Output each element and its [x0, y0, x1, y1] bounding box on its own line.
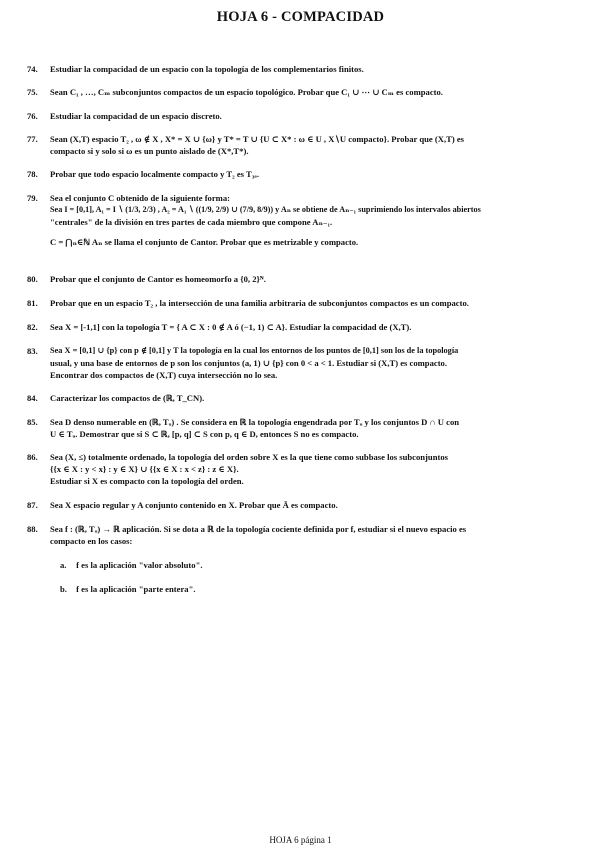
- exercise-number: 82.: [27, 322, 38, 332]
- exercise-number: 85.: [27, 417, 38, 427]
- page-footer: HOJA 6 página 1: [269, 835, 332, 845]
- subitem-text: f es la aplicación "valor absoluto".: [76, 560, 203, 570]
- exercise-number: 81.: [27, 298, 38, 308]
- exercise-text: Sea f : (ℝ, Tᵤ) → ℝ aplicación. Si se dota a ℝ de la topología cociente definida por f, estudiar si el nuevo espacio es: [50, 524, 467, 534]
- exercise-text: Encontrar dos compactos de (X,T) cuya intersección no lo sea.: [50, 370, 278, 381]
- exercise-text: Sea D denso numerable en (ℝ, Tᵤ) . Se considera en ℝ la topología engendrada por Tᵤ y los conjuntos D ∩ U con: [50, 417, 460, 427]
- exercise-number: 80.: [27, 274, 38, 284]
- exercise-text: Sea el conjunto C obtenido de la siguiente forma:: [50, 193, 230, 203]
- exercise-text: usual, y una base de entornos de p son los conjuntos (a, 1) ∪ {p} con 0 < a < 1. Estudiar si (X,T) es compacto.: [50, 358, 448, 369]
- exercise-text: "centrales" de la división en tres partes de cada miembro que compone Aₙ₋₁.: [50, 217, 333, 228]
- exercise-number: 84.: [27, 393, 38, 403]
- exercise-text: Sean (X,T) espacio T₂ , ω ∉ X , X* = X ∪ {ω} y T* = T ∪ {U ⊂ X* : ω ∈ U , X∖U compacto}. Probar que (X,T) es: [50, 134, 464, 144]
- exercise-text: Sea X = [-1,1] con la topología T = { A ⊂ X : 0 ∉ A ó (−1, 1) ⊂ A}. Estudiar la compacidad de (X,T).: [50, 322, 412, 332]
- exercise-text: Caracterizar los compactos de (ℝ, T_CN).: [50, 393, 205, 403]
- exercise-number: 86.: [27, 452, 38, 462]
- exercise-number: 74.: [27, 64, 38, 74]
- exercise-text: Probar que todo espacio localmente compacto y T₂ es T₃ₐ.: [50, 169, 259, 179]
- exercise-number: 75.: [27, 87, 38, 97]
- subitem-text: f es la aplicación "parte entera".: [76, 584, 196, 594]
- exercise-text: C = ⋂ₙ∈ℕ Aₙ se llama el conjunto de Cantor. Probar que es metrizable y compacto.: [50, 236, 359, 247]
- subitem-label: a.: [60, 560, 67, 570]
- exercise-text: Probar que el conjunto de Cantor es homeomorfo a {0, 2}ᴺ.: [50, 274, 266, 284]
- subitem-label: b.: [60, 584, 67, 594]
- exercise-text: {{x ∈ X : y < x} : y ∈ X} ∪ {{x ∈ X : x < z} : z ∈ X}.: [50, 464, 239, 475]
- page-title: HOJA 6 - COMPACIDAD: [216, 9, 385, 25]
- exercise-text: compacto en los casos:: [50, 536, 133, 547]
- exercise-text: Sea (X, ≤) totalmente ordenado, la topología del orden sobre X es la que tiene como subbase los subconjuntos: [50, 452, 448, 462]
- exercise-number: 83.: [27, 346, 38, 356]
- subitem-a: [60, 560, 203, 570]
- exercise-text: Estudiar la compacidad de un espacio con la topología de los complementarios finitos.: [50, 64, 364, 74]
- exercise-text: compacto si y solo si ω es un punto aislado de (X*,T*).: [50, 146, 249, 157]
- exercise-text: Estudiar si X es compacto con la topología del orden.: [50, 476, 244, 487]
- exercise-text: Sea I = [0,1], A₁ = I ∖ (1/3, 2/3) , A₂ = A₁ ∖ ((1/9, 2/9) ∪ (7/9, 8/9)) y Aₙ se obtiene de Aₙ₋₁ suprimiendo los intervalos abiertos: [50, 205, 481, 215]
- exercise-number: 76.: [27, 111, 38, 121]
- exercise-text: Probar que en un espacio T₂ , la intersección de una familia arbitraria de subconjuntos compactos es un compacto.: [50, 298, 469, 308]
- exercise-text: Sean C₁ , …, Cₘ subconjuntos compactos de un espacio topológico. Probar que C₁ ∪ ⋯ ∪ Cₘ es compacto.: [50, 87, 443, 97]
- exercise-number: 87.: [27, 500, 38, 510]
- exercise-number: 77.: [27, 134, 38, 144]
- exercise-number: 88.: [27, 524, 38, 534]
- exercise-number: 79.: [27, 193, 38, 203]
- exercise-number: 78.: [27, 169, 38, 179]
- subitem-b: [60, 584, 195, 594]
- exercise-text: U ∈ Tᵤ. Demostrar que si S ⊂ ℝ, [p, q] ⊂ S con p, q ∈ D, entonces S no es compacto.: [50, 429, 359, 440]
- exercise-text: Sea X espacio regular y A conjunto contenido en X. Probar que Ā es compacto.: [50, 500, 338, 510]
- exercise-text: Estudiar la compacidad de un espacio discreto.: [50, 111, 222, 121]
- exercise-text: Sea X = [0,1] ∪ {p} con p ∉ [0,1] y T la topología en la cual los entornos de los puntos de [0,1] son los de la topología: [50, 346, 459, 355]
